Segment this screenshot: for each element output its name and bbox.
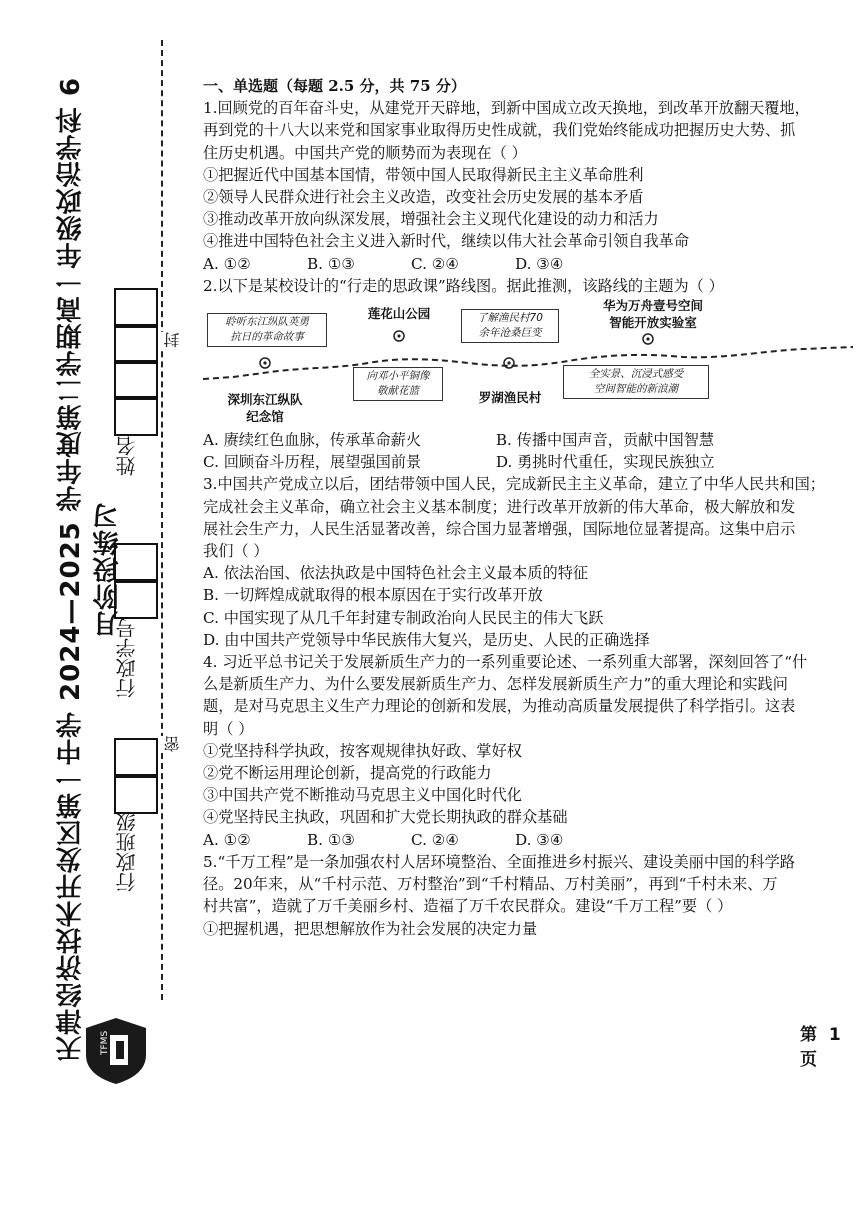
q1-option-b[interactable]: B. ①③ (307, 254, 356, 273)
q1-line: 再到党的十八大以来党和国家事业取得历史性成就，我们党始终能成功把握历史大势、抓 (203, 121, 796, 140)
school-logo-icon (80, 1015, 152, 1087)
seal-char-mi: 密 (163, 736, 182, 752)
q4-line: 4. 习近平总书记关于发展新质生产力的一系列重要论述、一系列重大部署，深刻回答了“什 (203, 653, 808, 672)
q1-line: ①把握近代中国基本国情，带领中国人民取得新民主主义革命胜利 (203, 165, 644, 184)
q4-line: ②党不断运用理论创新，提高党的行政能力 (203, 764, 492, 783)
seal-char-feng: 封 (163, 332, 182, 348)
route-box-4: 全实景、沉浸式感受 空间智能的新浪潮 (563, 365, 709, 399)
q5-line: ①把握机遇，把思想解放作为社会发展的决定力量 (203, 919, 538, 938)
q2-option-d[interactable]: D. 勇挑时代重任，实现民族独立 (495, 453, 715, 472)
student-no-label: 行政学号 (115, 618, 139, 698)
q4-option-c[interactable]: C. ②④ (411, 830, 459, 849)
student-no-box-2[interactable] (114, 579, 158, 619)
q1-line: ④推进中国特色社会主义进入新时代，继续以伟大社会革命引领自我革命 (203, 232, 689, 251)
q4-option-d[interactable]: D. ③④ (515, 830, 564, 849)
name-box-2[interactable] (114, 324, 158, 364)
q3-option-b[interactable]: B. 一切辉煌成就取得的根本原因在于实行改革开放 (203, 586, 543, 605)
q3-option-c[interactable]: C. 中国实现了从几千年封建专制政治向人民民主的伟大飞跃 (203, 608, 604, 627)
stop-huawei-lab: 华为万舟壹号空间 智能开放实验室 (602, 298, 703, 331)
location-pin-icon (260, 358, 270, 368)
class-box-1[interactable] (114, 738, 158, 778)
q4-line: 明（ ） (203, 719, 254, 738)
class-box-2[interactable] (114, 774, 158, 814)
name-box-1[interactable] (114, 288, 158, 328)
exam-body (203, 75, 861, 940)
exam-title: 天津经济技术开发区第一中学 2024—2025 学年度第二学期高一年级政治学科 6 月阶段练习 (56, 77, 123, 1063)
q3-option-a[interactable]: A. 依法治国、依法执政是中国特色社会主义最本质的特征 (203, 564, 589, 583)
q4-line: 题，是对马克思主义生产力理论的创新和发展，为推动高质量发展提供了科学指引。这表 (203, 697, 796, 716)
route-box-2: 向邓小平铜像 敬献花篮 (353, 367, 443, 401)
q2-option-b[interactable]: B. 传播中国声音，贡献中国智慧 (495, 431, 715, 450)
stop-lianhuashan-park: 莲花山公园 (367, 306, 431, 322)
q2-options-row-1 (203, 429, 861, 451)
student-no-box-1[interactable] (114, 543, 158, 583)
q2-option-c[interactable]: C. 回顾奋斗历程，展望强国前景 (203, 453, 422, 472)
question-5 (203, 851, 861, 940)
q1-options (203, 253, 861, 275)
q4-options (203, 829, 861, 851)
location-pin-icon (504, 358, 514, 368)
q4-line: ④党坚持民主执政，巩固和扩大党长期执政的群众基础 (203, 808, 568, 827)
q5-line: 径。20年来，从“千村示范、万村整治”到“千村精品、万村美丽”，再到“千村未来、万 (203, 875, 778, 894)
q3-line: 我们（ ） (203, 542, 269, 561)
q1-option-d[interactable]: D. ③④ (515, 254, 564, 273)
route-diagram (203, 298, 861, 426)
q1-option-a[interactable]: A. ①② (203, 254, 251, 273)
section-title: 一、单选题（每题 2.5 分，共 75 分） (203, 77, 466, 95)
question-3 (203, 473, 861, 651)
q3-option-d[interactable]: D. 由中国共产党领导中华民族伟大复兴，是历史、人民的正确选择 (203, 630, 650, 649)
q1-option-c[interactable]: C. ②④ (411, 254, 459, 273)
route-box-1: 聆听东江纵队英勇 抗日的革命故事 (207, 313, 327, 347)
q4-option-b[interactable]: B. ①③ (307, 830, 356, 849)
q4-line: ①党坚持科学执政，按客观规律执好政、掌好权 (203, 741, 522, 760)
logo-text: TFMS (100, 1030, 110, 1055)
name-box-3[interactable] (114, 360, 158, 400)
q4-line: 么是新质生产力、为什么要发展新质生产力、怎样发展新质生产力”的重大理论和实践问 (203, 675, 788, 694)
class-label: 行政班级 (115, 812, 139, 892)
q5-line: 村共富”，造就了万千美丽乡村、造福了万千农民群众。建设“千万工程”要（ ） (203, 897, 733, 916)
q4-line: ③中国共产党不断推动马克思主义中国化时代化 (203, 786, 522, 805)
route-box-3: 了解渔民村70 余年沧桑巨变 (461, 309, 559, 343)
q3-line: 展社会生产力，人民生活显著改善，综合国力显著增强，国际地位显著提高。这集中启示 (203, 519, 796, 538)
question-4 (203, 651, 861, 851)
q1-line: ③推动改革开放向纵深发展，增强社会主义现代化建设的动力和活力 (203, 210, 659, 229)
q1-line: ②领导人民群众进行社会主义改造，改变社会历史发展的基本矛盾 (203, 188, 644, 207)
page-number: 第 1 页 (800, 1025, 844, 1070)
q3-line: 完成社会主义革命，确立社会主义基本制度；进行改革开放新的伟大革命，极大解放和发 (203, 497, 796, 516)
q5-line: 5.“千万工程”是一条加强农村人居环境整治、全面推进乡村振兴、建设美丽中国的科学路 (203, 852, 795, 871)
location-pin-icon (394, 331, 404, 341)
q1-line: 住历史机遇。中国共产党的顺势而为表现在（ ） (203, 143, 527, 162)
q1-line: 1.回顾党的百年奋斗史，从建党开天辟地，到新中国成立改天换地，到改革开放翻天覆地， (203, 99, 810, 118)
stop-dongjiang-memorial: 深圳东江纵队 纪念馆 (227, 392, 303, 425)
binding-margin (0, 0, 185, 1226)
q2-option-a[interactable]: A. 赓续红色血脉，传承革命薪火 (203, 431, 422, 450)
location-pin-icon (643, 334, 653, 344)
stop-luohu-fishing-village: 罗湖渔民村 (478, 390, 542, 406)
question-1 (203, 97, 861, 275)
q2-options-row-2 (203, 451, 861, 473)
name-box-4[interactable] (114, 396, 158, 436)
q2-stem: 2.以下是某校设计的“行走的思政课”路线图。据此推测，该路线的主题为（ ） (203, 276, 724, 295)
question-2 (203, 275, 861, 474)
name-label: 姓名 (115, 436, 139, 476)
seal-dashed-line (161, 40, 163, 1000)
q3-line: 3.中国共产党成立以后，团结带领中国人民，完成新民主主义革命，建立了中华人民共和国； (203, 475, 825, 494)
q4-option-a[interactable]: A. ①② (203, 830, 251, 849)
